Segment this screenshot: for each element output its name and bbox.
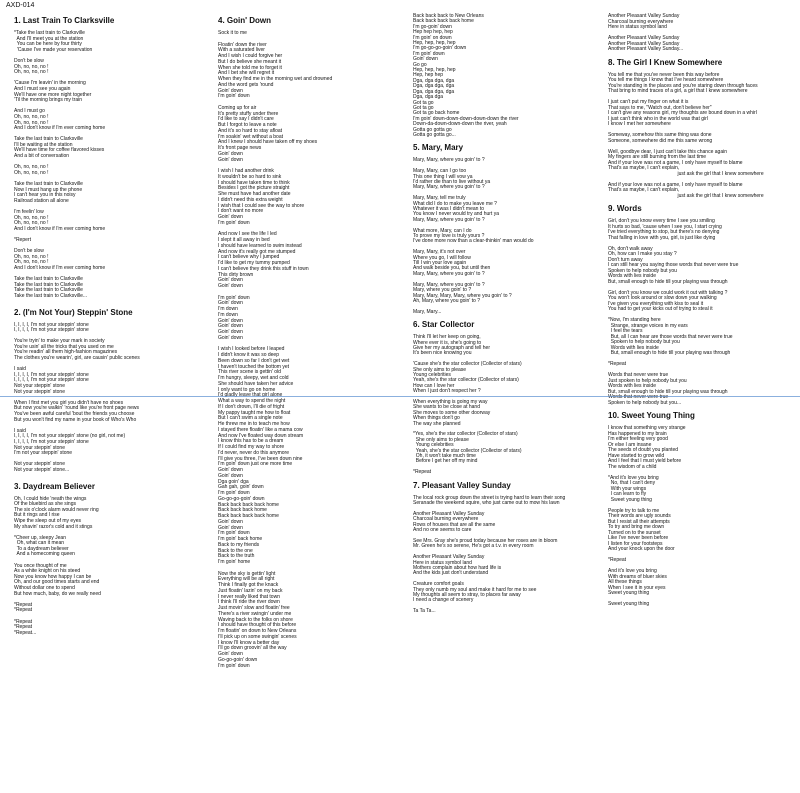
song-lyrics: Think I'll let her keep on going, Where ever it is, she's going to Give her my autograph and tell her It's been nice knowing you 'Cause she's the star collector (Collector of stars) She only aims to please Young celebrities Yeah, she's the star collector (Collector of stars) How can I love her When I just don't respect her ? When everything is going my way She wants to be close at hand She moves to some other doorway When things don't go The way she planned *Yes, she's the star collector (Collector of stars) She only aims to please Young celebrities Yeah, she's the star collector (Collector of stars) Oh, it won't take much time Before I get her off my mind *Repeat	[413, 334, 522, 476]
song-lyrics: *Take the last train to Clarksville And I'll meet you at the station You can be here by four thirty 'Cause I've made your reservation Don't be slow Oh, no, no, no ! Oh, no, no, no ! 'Cause I'm leavin' in the morning And I must see you again We'll have one more night together 'Til the morning brings my train And I must go Oh, no, no, no ! Oh, no, no, no ! And I don't know if I'm ever coming home Take the last train to Clarksville I'll be waiting at the station We'll have time for coffee flavored kisses And a bit of conversation Oh, no, no, no ! Oh, no, no, no ! Take the last train to Clarksville Now I must hang up the phone I can't hear you in this noisy Railroad station all alone I'm feelin' low Oh, no, no, no ! Oh, no, no, no ! And I don't know if I'm ever coming home *Repert Don't be slow Oh, no, no, no ! Oh, no, no, no ! And I don't know if I'm ever coming home Take the last train to Clarksville Take the last train to Clarksville Take the last train to Clarksville Take the last train to Clarksville...	[14, 30, 106, 299]
song-lyrics-continued: Another Pleasant Valley Sunday Charcoal burning everywhere Here in status symbol land Another Pleasant Valley Sunday Another Pleasant Valley Sunday Another Pleasant Valley Sunday...	[608, 13, 684, 52]
song-title: 3. Daydream Believer	[14, 481, 95, 491]
song-7-continued	[608, 14, 793, 53]
song-title: 2. (I'm Not Your) Steppin' Stone	[14, 307, 133, 317]
song-7	[413, 481, 598, 615]
song-4-continued	[413, 14, 598, 138]
song-5	[413, 143, 598, 315]
column-3	[413, 14, 598, 620]
song-1	[14, 16, 199, 300]
song-9	[608, 204, 793, 406]
song-lyrics: Oh, I could hide 'neath the wings Of the bluebird as she sings The six o'clock alarm would never ring But it rings and I rise Wipe the sleep out of my eyes My shavin' razor's cold and it stings *Cheer up, sleepy Jean Oh, what can it mean To a daydream believer And a homecoming queen You once thought of me As a white knight on his steed Now you know how happy I can be Oh, and our good times starts and end Without dollar one to spend But how much, baby, do we really need *Repeat *Repeat *Repeat *Repeat *Repeat...	[14, 495, 101, 636]
song-title: 4. Goin' Down	[218, 16, 272, 25]
song-6	[413, 320, 598, 476]
song-title: 10. Sweet Young Thing	[608, 411, 695, 420]
column-4	[608, 14, 793, 613]
song-2	[14, 308, 199, 474]
column-2	[218, 14, 403, 674]
column-1	[14, 14, 199, 641]
song-lyrics: Girl, don't you know every time I see you smiling It hurts so bad, 'cause when I see you, I start crying I've tried everything to stop, but there's no denying That falling in love with you, girl, is just like dying Oh, don't walk away Oh, how can I make you stay ? Don't turn away I can still hear you saying those words that never were true Spoken to help nobody but you Words with lies inside But, small enough to hide till your playing was through Girl, don't you know we could work it out with talking ? You won't look around or slow down your walking I've given you everything with kiss to seal it You had to get your kicks out of trying to steal it *Now, I'm standing here Strange, strange voices in my ears I feel the tears But, all I can hear are those words that never were true Spoken to help nobody but you Words with lies inside But, small enough to hide till your playing was through *Repeat Words that never were true Just spoken to help nobody but you Words with lies inside But, small enough to hide till your playing was through Words that never were true Spoken to help nobody but you...	[608, 218, 739, 406]
song-3	[14, 482, 199, 637]
song-8	[608, 58, 793, 200]
song-title: 5. Mary, Mary	[413, 143, 464, 153]
fold-line	[0, 396, 800, 397]
song-lyrics: I, I, I, I, I'm not your steppin' stone I, I, I, I, I'm not your steppin' stone You're tryin' to make your mark in society You're usin' all the tricks that you used on me You're readin' all them high-fashion magazines The clothes you're wearin', girl, are causin' public scenes I said I, I, I, I, I'm not your steppin' stone I, I, I, I, I'm not your steppin' stone Not your steppin' stone Not your steppin' stone When I first met you girl you didn't have no shoes But now you're walkin' 'round like you're front page news You've been awful careful 'bout the friends you choose But you won't find my name in your book of Who's Who I said I, I, I, I, I'm not your steppin' stone (no girl, not me) I, I, I, I, I'm not your steppin' stone Not your steppin' stone I'm not your steppin' stone Not your steppin' stone Not your steppin' stone...	[14, 321, 140, 473]
song-lyrics-continued: Back back back to New Orleans Back back back back home I'm go-goin' down Hep hep hep, hep I'm goin' on down Hep, hep, hep, hep I'm go-go-go-goin' down I'm goin' down Goin' down Go go Hep, hep, hep, hep Hep, hep hep Dga, dga dga, dga Dga, dga dga, dga Dga, dga dga, dga Dga, dga dga Got ta go Got ta go Got ta go back home I'm goin' down-down-down-down-down the river Down-da-down-down-down the river, yeah Gotta go gotta go Gotta go gotta go...	[413, 13, 519, 138]
song-lyrics: You tell me that you've never been this way before You tell me things I know that I've heard somewhere You're standing in the places and you're staring down through faces That bring to mind traces of a girl, a girl that I knew somewhere I just can't put my finger on what it is That says to me, "Watch out, don't believe her" I can't give any reasons girl, my thoughts are bound down in a whirl I just can't think who in the world was that girl I know I met her somewhere Someway, somehow this same thing was done Someone, somewhere did me this same wrong Well, goodbye dear, I just can't take this chance again My fingers are still burning from the last time And if your love was not a game, I only have myself to blame That's as maybe, I can't explain, just ask the girl that I knew somewhere And if your love was not a game, I only have myself to blame That's as maybe, I can't explain, just ask the girl that I knew somewhere	[608, 71, 764, 199]
song-title: 1. Last Train To Clarksville	[14, 16, 115, 25]
song-10	[608, 411, 793, 608]
song-lyrics: The local rock group down the street is trying hard to learn their song Seranade the weekend squire, who just came out to mow his lawn Another Pleasant Valley Sunday Charcoal burning everywhere Rows of houses that are all the same And no one seems to care See Mrs. Gray she's proud today because her roses are in bloom Mr. Green he's so serene, He's got a t.v. in every room Another Pleasant Valley Sunday Here in status symbol land Mothers complain about how hard life is And the kids just don't understand Creature comfort goals They only numb my soul and make it hard for me to see My thoughts all seem to stray, to places far away I need a change of scenery Ta Ta Ta...	[413, 494, 566, 615]
song-lyrics: I know that something very strange Has happened to my brain I'm either feeling very good Or else I am insane The seeds of doubt you planted Have started to grow wild And I feel that I must yield before The wisdom of a child *And it's love you bring No, that I can't deny With your wings I can learn to fly Sweet young thing People try to talk to me Their words are ugly sounds But I resist all their attempts To try and bring me down Turned on to the sunset Like I've never been before I listen for your footsteps And your knock upon the door *Repeat And it's love you bring With dreams of bluer skies All these things When I see it in your eyes Sweet young thing Sweet young thing	[608, 425, 686, 607]
song-title: 9. Words	[608, 204, 642, 213]
song-lyrics: Sock it to me Floatin' down the river With a saturated liver And I wish I could forgive her But I do believe she meant it When she told me to forget it And I bet she will regret it When they find me in the morning wet and drowned And the word gets 'round Goin' down I'm goin' down Coming up for air It's pretty stuffy under there I'd like to say I didn't care But I forgot to leave a note And it's so hard to stay afloat I'm soakin' wet without a boat And I knew I should have taken off my shoes It's front page news Goin' down Goin' down I wish I had another drink It wouldn't be so hard to sink I should have taken time to think Besides I got the picture straight She must have had another date I didn't need this extra weight I wish that I could see the way to shore I don't want no more Goin' down I'm goin' down And now I see the life I led I slept it all away in bed I should have learned to swim instead And now it's really got me stumped I can't believe why I jumped I'd like to get my tummy pumped I can't believe they drink this stuff in town This dirty brown Goin' down Goin' down I'm goin' down Goin' down I'm down I'm down Goin' down Goin' down Goin' down Goin' down I wish I looked before I leaped I didn't know it was so deep Been down so far I don't get wet I haven't touched the bottom yet This river scene is gettin' old I'm hungry, sleepy, wet and cold She should have taken her advice I only want to go on home I'd gladly leave that girl alone What a way to spend the night If I don't drown, I'll die of fright My pappy taught me how to float But I can't swim a single note He threw me in to teach me how I stayed there floatin' like a mama cow And now I've floated way down stream I know this has to be a dream If I could find my way to shore I'd never, never do this anymore I'll give you three, I've been down nine I'm goin' down just one more time Goin' down Goin' down Dga goin' dga Gah gah, goin' down I'm goin' down Go-go-go-goin' down Back back back back home Back back back home Back back back back home Goin' down Goin' down I'm goin' down I'm goin' back home Back to my friends Back to the one Back to the truth I'm goin' home Now the sky is gettin' light Everything will be all right Think I finally got the knack Just floatin' lazin' on my back I never really liked that town I think I'll ride the river down Just movin' slow and floatin' free There's a river swingin' under me Waving back to the folks on shore I should have thought of this before I'm floatin' on down to New Orleans I'll pick up on some swingin' scenes I know I'll know a better day I'll go down groovin' all the way Goin' down Go-go-goin' down I'm goin' down	[218, 30, 333, 669]
song-4	[218, 16, 403, 669]
song-lyrics: Mary, Mary, where you goin' to ? Mary, Mary, can I go too This one thing I will vow ya I'd rather die than to live without ya Mary, Mary, where you goin' to ? Mary, Mary, tell me truly What did I do to make you leave me ? Whatever it was I didn't mean to You know I never would try and hurt ya Mary, Mary, where you goin' to ? What more, Mary, can I do To prove my love is truly yours ? I've done more now than a clear-thinkin' man would do Mary, Mary, it's not over Where you go, I will follow Till I win your love again And walk beside you, but until then Mary, Mary, where you goin' to ? Mary, Mary, where you goin' to ? Mary, where you goin' to ? Mary, Mary, Mary, Mary, where you goin' to ? Ah, Mary, where you goin' to ? Mary, Mary...	[413, 157, 534, 315]
song-title: 6. Star Collector	[413, 320, 475, 330]
song-title: 8. The Girl I Knew Somewhere	[608, 57, 723, 67]
song-title: 7. Pleasant Valley Sunday	[413, 480, 511, 490]
catalog-code: AXD-014	[6, 2, 35, 9]
